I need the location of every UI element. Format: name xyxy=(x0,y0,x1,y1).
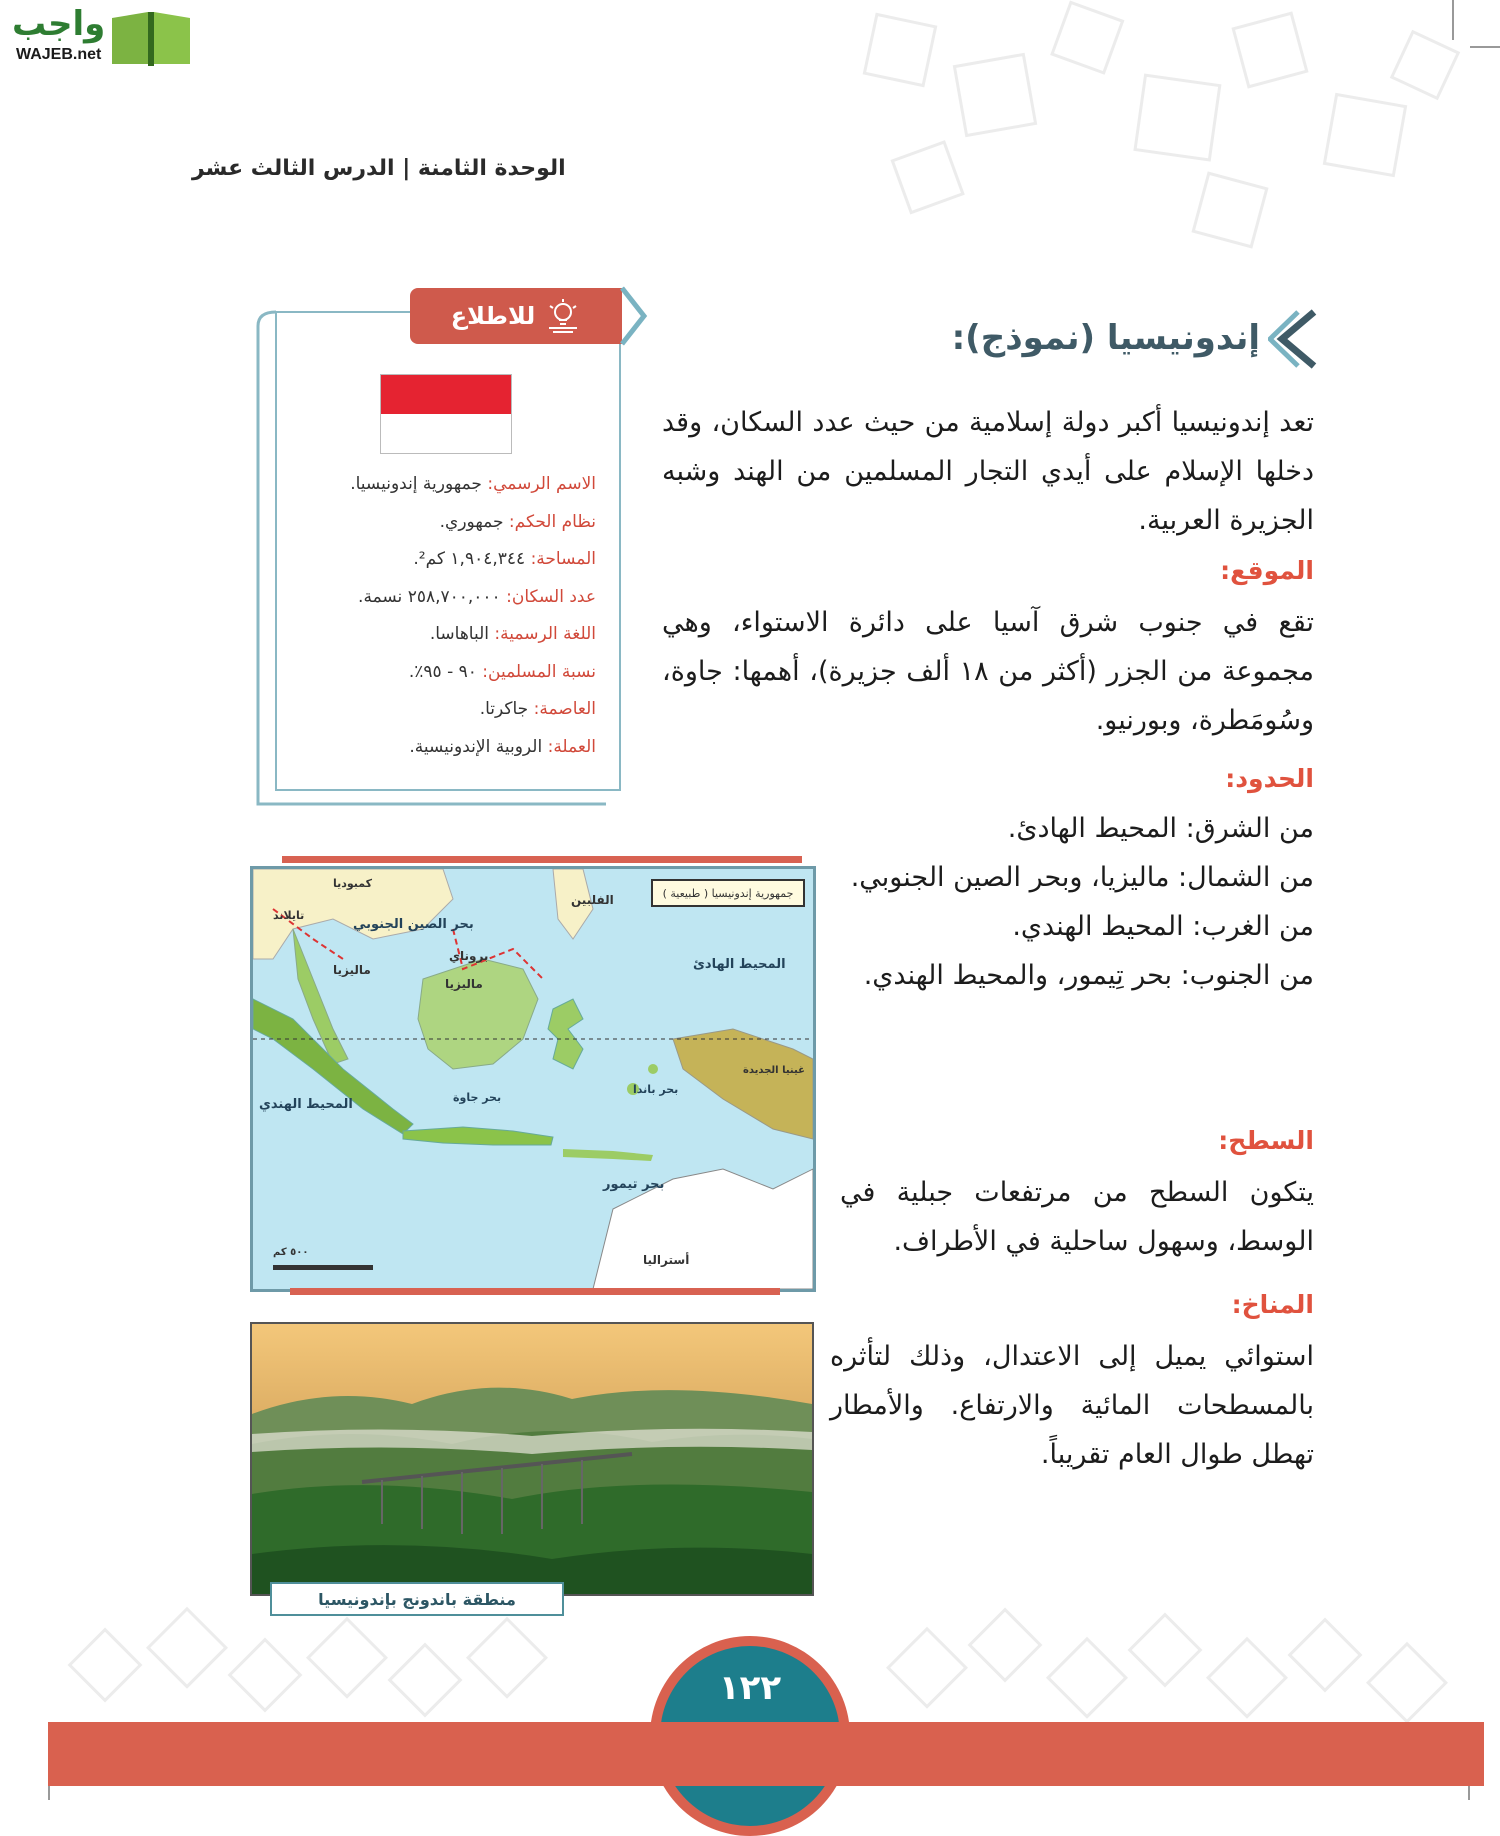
fact-item xyxy=(270,466,596,504)
fact-value: جمهورية إندونيسيا. xyxy=(350,474,488,494)
lightbulb-icon xyxy=(545,298,581,334)
fact-key: نظام الحكم: xyxy=(508,511,596,532)
fact-key: اللغة الرسمية: xyxy=(494,624,596,644)
map-label-australia: أستراليا xyxy=(643,1253,690,1267)
map-scale-label: ٥٠٠ كم xyxy=(273,1247,309,1258)
map-label-banda-sea: بحر باندا xyxy=(633,1083,679,1096)
fact-value: ١,٩٠٤,٣٤٤ كم². xyxy=(413,549,531,569)
map-land-shapes xyxy=(253,869,813,1289)
surface-heading: السطح: xyxy=(1218,1126,1314,1155)
photo-caption: منطقة باندونج بإندونيسيا xyxy=(270,1582,564,1616)
fact-value: ٢٥٨,٧٠٠,٠٠٠ نسمة. xyxy=(358,586,507,607)
book-icon xyxy=(108,8,194,68)
map-label-philippines: الفلبين xyxy=(571,893,614,907)
map-title: جمهورية إندونيسيا ( طبيعية ) xyxy=(651,879,805,907)
borders-heading: الحدود: xyxy=(1225,764,1314,793)
fact-item xyxy=(270,654,596,692)
fact-key: نسبة المسلمين: xyxy=(482,661,596,682)
fact-value: الروبية الإندونيسية. xyxy=(409,736,548,757)
map-top-bar xyxy=(282,856,802,863)
map-bottom-bar xyxy=(290,1288,780,1295)
section-heading: إندونيسيا (نموذج): xyxy=(951,318,1260,358)
fact-key: المساحة: xyxy=(530,549,596,569)
fact-key: الاسم الرسمي: xyxy=(487,474,596,494)
info-tab-chevron-icon xyxy=(618,286,648,346)
map-label-java-sea: بحر جاوة xyxy=(453,1091,502,1104)
logo-arabic-text: واجب xyxy=(12,4,106,44)
unit-lesson-title: الوحدة الثامنة | الدرس الثالث عشر xyxy=(192,156,566,181)
map-label-pacific: المحيط الهادئ xyxy=(693,957,786,972)
location-heading: الموقع: xyxy=(1220,556,1314,585)
map-label-south-china-sea: بحر الصين الجنوبي xyxy=(353,917,474,932)
info-tab xyxy=(410,288,622,344)
footer-band xyxy=(48,1722,1484,1786)
map-label-indian-ocean: المحيط الهندي xyxy=(259,1097,353,1112)
indonesia-flag xyxy=(380,374,512,454)
borders-list xyxy=(840,804,1314,1000)
location-paragraph: تقع في جنوب شرق آسيا على دائرة الاستواء، وهي مجموعة من الجزر (أكثر من ١٨ ألف جزيرة)، أهمها: جاوة، وسُومَطرة، وبورنيو. xyxy=(662,607,1314,736)
fact-item xyxy=(270,504,596,542)
facts-list xyxy=(270,466,596,766)
logo-english-text: WAJEB.net xyxy=(16,46,102,63)
map-label-malaysia-east: ماليزيا xyxy=(445,977,483,991)
flag-red-stripe xyxy=(381,375,511,414)
chevron-left-icon xyxy=(1268,308,1318,370)
fact-key: عدد السكان: xyxy=(506,586,596,607)
map-label-brunei: بروناي xyxy=(449,949,489,963)
fact-item xyxy=(270,616,596,654)
climate-heading: المناخ: xyxy=(1231,1290,1314,1319)
border-south: من الجنوب: بحر تِيمور، والمحيط الهندي. xyxy=(863,960,1314,991)
climate-paragraph: استوائي يميل إلى الاعتدال، وذلك لتأثره بالمسطحات المائية والارتفاع. والأمطار تهطل طوال العام تقريباً. xyxy=(830,1341,1314,1470)
map-label-new-guinea: غينيا الجديدة xyxy=(743,1065,805,1076)
fact-item xyxy=(270,729,596,767)
info-tab-label: للاطلاع xyxy=(450,302,536,330)
bandung-landscape-photo xyxy=(250,1322,814,1596)
map-label-cambodia: كمبوديا xyxy=(333,877,373,890)
landscape-illustration xyxy=(252,1324,812,1594)
crop-mark xyxy=(1452,0,1454,40)
border-north: من الشمال: ماليزيا، وبحر الصين الجنوبي. xyxy=(850,862,1314,893)
wajeb-logo[interactable] xyxy=(8,4,188,68)
map-label-timor-sea: بحر تيمور xyxy=(603,1177,665,1192)
crop-mark xyxy=(1470,46,1500,48)
surface-paragraph: يتكون السطح من مرتفعات جبلية في الوسط، وسهول ساحلية في الأطراف. xyxy=(840,1177,1314,1257)
fact-value: الباهاسا. xyxy=(429,624,495,644)
intro-paragraph: تعد إندونيسيا أكبر دولة إسلامية من حيث عدد السكان، وقد دخلها الإسلام على أيدي التجار المسلمين من الهند وشبه الجزيرة العربية. xyxy=(662,407,1314,536)
fact-item xyxy=(270,579,596,617)
border-east: من الشرق: المحيط الهادئ. xyxy=(1007,813,1314,844)
indonesia-map xyxy=(250,866,816,1292)
map-label-malaysia-west: ماليزيا xyxy=(333,963,371,977)
fact-key: العملة: xyxy=(547,736,596,757)
map-label-thailand: تايلاند xyxy=(273,909,305,922)
fact-item xyxy=(270,541,596,579)
border-west: من الغرب: المحيط الهندي. xyxy=(1012,911,1314,942)
fact-key: العاصمة: xyxy=(533,699,596,719)
flag-white-stripe xyxy=(381,414,511,453)
fact-value: جمهوري. xyxy=(439,511,509,532)
fact-item xyxy=(270,691,596,729)
fact-value: ٩٠ - ٩٥٪. xyxy=(408,661,483,682)
page-number: ١٢٢ xyxy=(718,1668,782,1708)
fact-value: جاكرتا. xyxy=(479,699,534,719)
